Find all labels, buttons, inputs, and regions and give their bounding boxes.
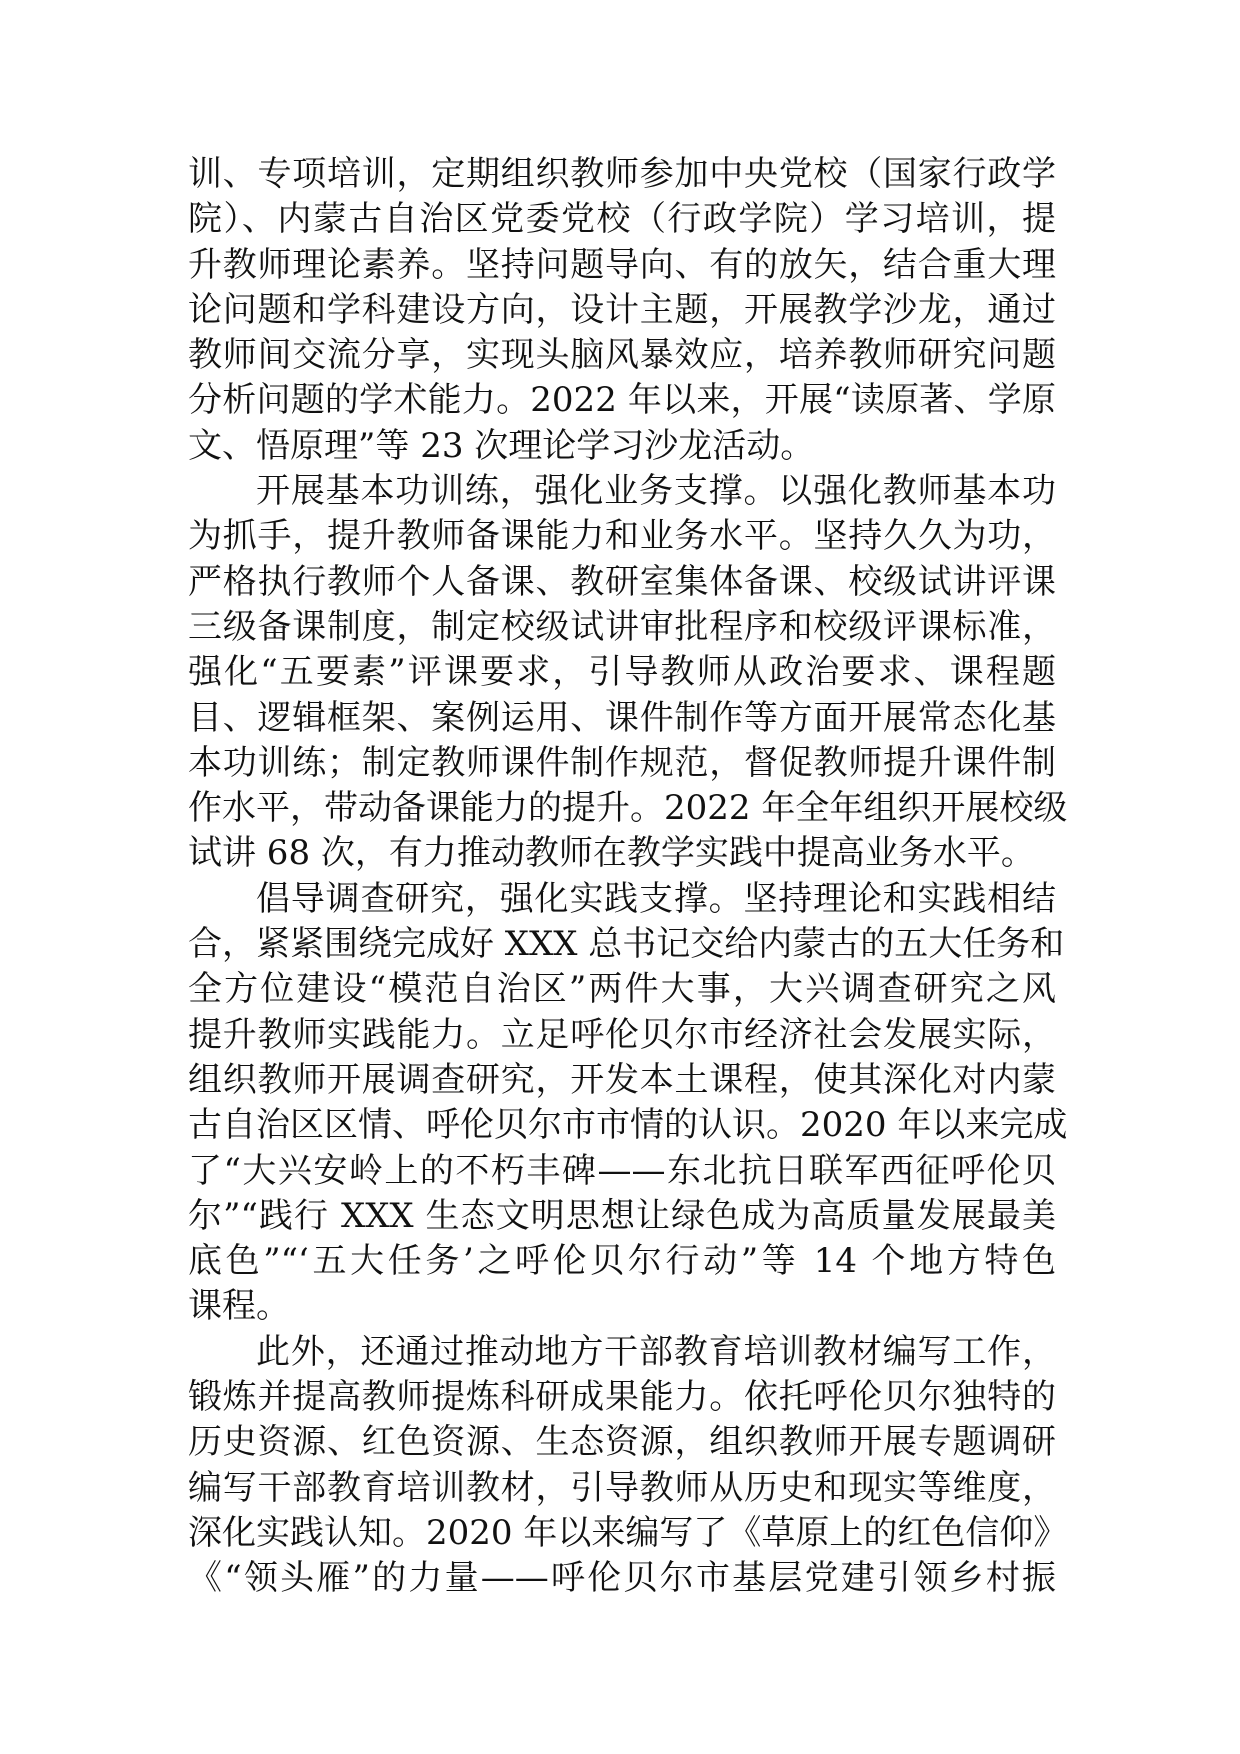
text-line: 作水平，带动备课能力的提升。2022 年全年组织开展校级 [188, 788, 1068, 829]
text-line: 开展基本功训练，强化业务支撑。以强化教师基本功 [256, 471, 1056, 512]
text-line: 历史资源、红色资源、生态资源，组织教师开展专题调研 [188, 1422, 1056, 1463]
text-line: 此外，还通过推动地方干部教育培训教材编写工作， [256, 1331, 1056, 1372]
text-line: 组织教师开展调查研究，开发本土课程，使其深化对内蒙 [188, 1059, 1056, 1100]
text-line: 强化“五要素”评课要求，引导教师从政治要求、课程题 [188, 652, 1056, 693]
text-line: 课程。 [188, 1286, 290, 1327]
text-line: 合，紧紧围绕完成好 XXX 总书记交给内蒙古的五大任务和 [188, 924, 1065, 965]
text-line: 深化实践认知。2020 年以来编写了《草原上的红色信仰》 [188, 1512, 1068, 1553]
text-line: 编写干部教育培训教材，引导教师从历史和现实等维度， [188, 1467, 1056, 1508]
text-line: 尔”“践行 XXX 生态文明思想让绿色成为高质量发展最美 [188, 1195, 1056, 1236]
text-line: 倡导调查研究，强化实践支撑。坚持理论和实践相结 [256, 878, 1056, 919]
text-line: 底色”“‘五大任务’之呼伦贝尔行动”等 14 个地方特色 [188, 1241, 1056, 1282]
text-line: 古自治区区情、呼伦贝尔市市情的认识。2020 年以来完成 [188, 1105, 1068, 1146]
text-line: 院）、内蒙古自治区党委党校（行政学院）学习培训，提 [188, 199, 1056, 240]
text-line: 试讲 68 次，有力推动教师在教学实践中提高业务水平。 [188, 833, 1035, 874]
text-line: 提升教师实践能力。立足呼伦贝尔市经济社会发展实际， [188, 1014, 1056, 1055]
text-line: 严格执行教师个人备课、教研室集体备课、校级试讲评课 [188, 561, 1056, 602]
text-line: 全方位建设“模范自治区”两件大事，大兴调查研究之风 [188, 969, 1056, 1010]
body-text [188, 152, 1068, 1602]
text-line: 分析问题的学术能力。2022 年以来，开展“读原著、学原 [188, 380, 1056, 421]
text-line: 论问题和学科建设方向，设计主题，开展教学沙龙，通过 [188, 289, 1056, 330]
text-line: 了“大兴安岭上的不朽丰碑——东北抗日联军西征呼伦贝 [188, 1150, 1056, 1191]
text-line: 本功训练；制定教师课件制作规范，督促教师提升课件制 [188, 742, 1056, 783]
text-line: 锻炼并提高教师提炼科研成果能力。依托呼伦贝尔独特的 [188, 1377, 1056, 1418]
text-line: 文、悟原理”等 23 次理论学习沙龙活动。 [188, 425, 815, 466]
text-line: 训、专项培训，定期组织教师参加中央党校（国家行政学 [188, 154, 1056, 194]
text-line: 《“领头雁”的力量——呼伦贝尔市基层党建引领乡村振 [188, 1558, 1056, 1599]
text-line: 升教师理论素养。坚持问题导向、有的放矢，结合重大理 [188, 244, 1056, 285]
text-line: 三级备课制度，制定校级试讲审批程序和校级评课标准， [188, 606, 1056, 647]
text-line: 目、逻辑框架、案例运用、课件制作等方面开展常态化基 [188, 697, 1056, 738]
text-line: 教师间交流分享，实现头脑风暴效应，培养教师研究问题 [188, 335, 1056, 376]
text-line: 为抓手，提升教师备课能力和业务水平。坚持久久为功， [188, 516, 1056, 557]
